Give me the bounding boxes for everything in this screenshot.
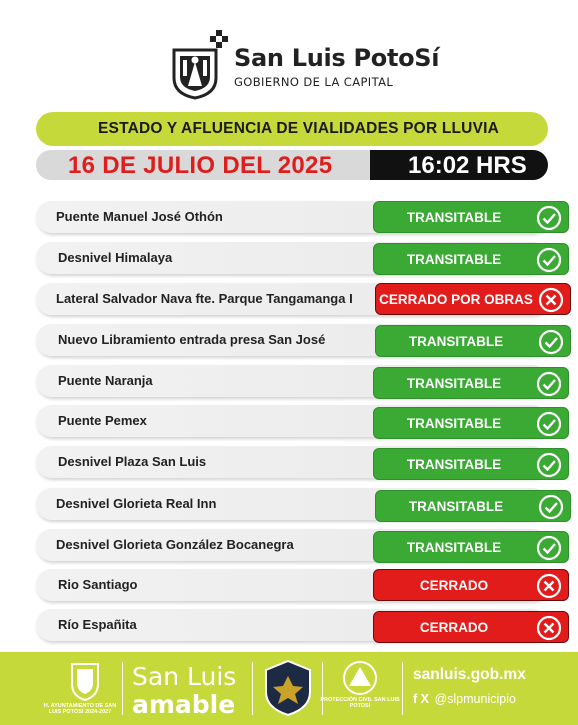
check-circle-icon [536,411,562,437]
report-time: 16:02 HRS [408,152,527,179]
status-badge: TRANSITABLE [375,325,571,357]
road-name: Puente Pemex [58,413,147,428]
status-badge: CERRADO POR OBRAS [375,283,571,315]
pc-caption: PROTECCIÓN CIVIL SAN LUIS POTOSÍ [320,697,400,709]
status-badge: TRANSITABLE [373,407,569,439]
x-circle-icon [536,573,562,599]
status-badge: TRANSITABLE [373,531,569,563]
road-name: Desnivel Plaza San Luis [58,454,207,469]
social-handle-text: @slpmunicipio [434,692,516,706]
check-circle-icon [538,494,564,520]
brand [234,44,439,89]
status-badge: TRANSITABLE [375,490,571,522]
city-crest-logo [168,30,230,100]
x-circle-icon [536,615,562,641]
check-circle-icon [536,205,562,231]
title-bar [36,112,548,146]
road-name: Puente Manuel José Othón [56,209,223,224]
social-handle[interactable] [413,692,516,706]
crest-caption: H. AYUNTAMIENTO DE SAN LUIS POTOSÍ 2024-2027 [43,703,117,715]
road-name: Desnivel Glorieta Real Inn [56,496,217,511]
status-badge: TRANSITABLE [373,243,569,275]
check-circle-icon [536,371,562,397]
divider [122,662,123,715]
time-box [370,150,548,180]
road-name: Nuevo Libramiento entrada presa San José [58,332,326,347]
police-badge-logo [262,658,314,718]
website-link[interactable]: sanluis.gob.mx [413,666,526,683]
footer-brand-line1: San Luis [132,662,237,691]
divider [402,662,403,715]
social-media-icons: f X [413,692,429,706]
check-circle-icon [536,247,562,273]
divider [252,662,253,715]
footer-brand-line2: amable [132,690,236,719]
header [0,0,578,108]
road-name: Puente Naranja [58,373,153,388]
check-circle-icon [538,329,564,355]
road-name: Desnivel Himalaya [58,250,173,265]
status-badge: TRANSITABLE [373,367,569,399]
check-circle-icon [536,535,562,561]
road-name: Rio Santiago [58,577,138,592]
status-badge: TRANSITABLE [373,448,569,480]
proteccion-civil-logo [342,660,378,696]
check-circle-icon [536,452,562,478]
status-badge: TRANSITABLE [373,201,569,233]
status-badge: CERRADO [373,569,569,601]
report-date: 16 DE JULIO DEL 2025 [68,152,333,179]
page-title: ESTADO Y AFLUENCIA DE VIALIDADES POR LLUVIA [98,120,500,137]
x-circle-icon [538,287,564,313]
footer [0,652,578,725]
ayuntamiento-crest-logo [60,660,110,702]
road-name: Río Españita [58,617,137,632]
road-name: Desnivel Glorieta González Bocanegra [56,537,294,552]
brand-subtitle: GOBIERNO DE LA CAPITAL [234,75,394,89]
road-name: Lateral Salvador Nava fte. Parque Tangamanga I [56,291,353,306]
status-badge: CERRADO [373,611,569,643]
brand-name: San Luis PotoSí [234,44,440,72]
